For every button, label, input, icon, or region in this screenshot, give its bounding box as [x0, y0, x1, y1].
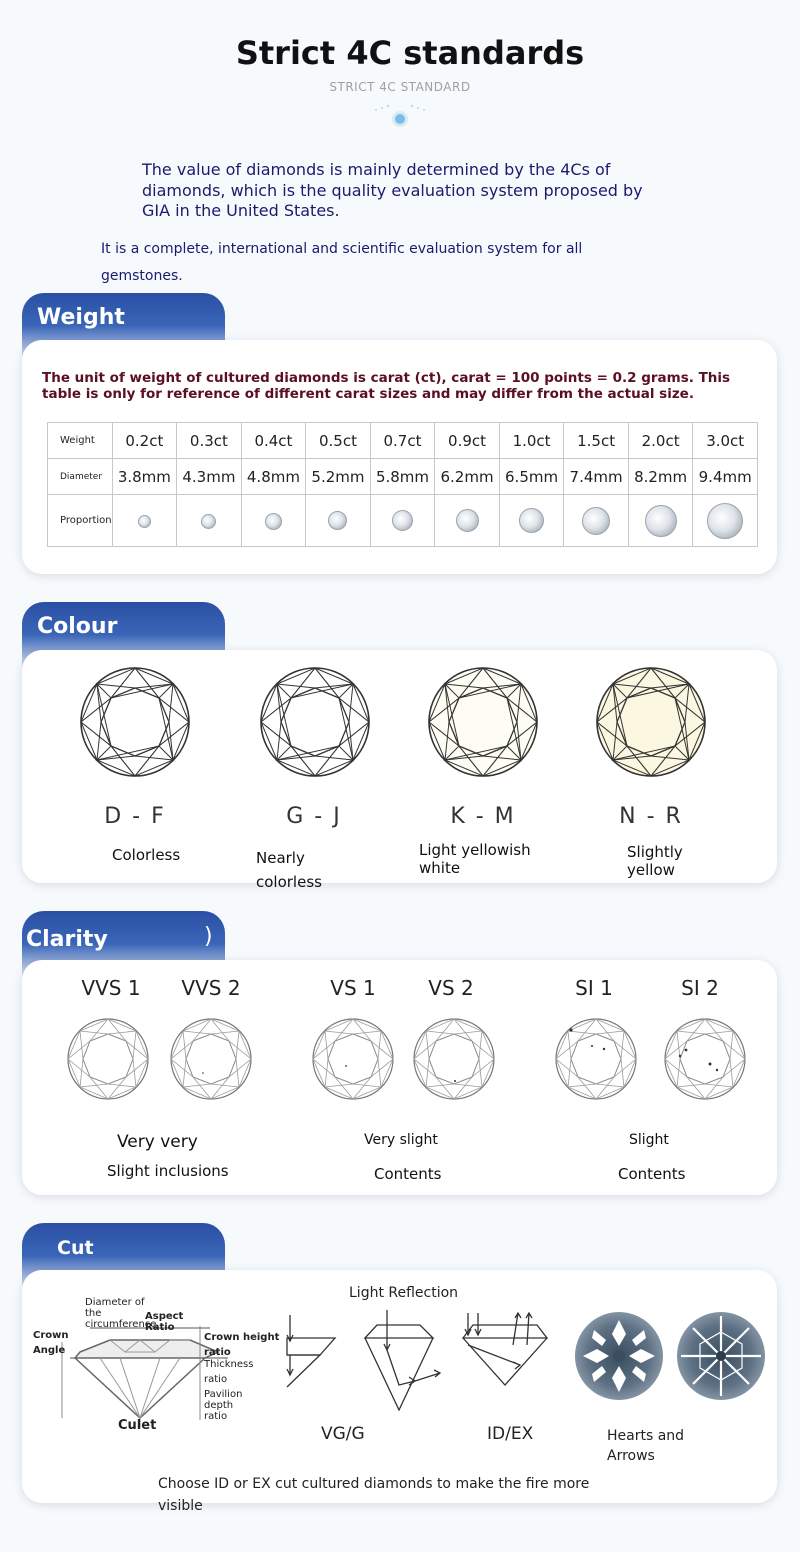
diamond-km-icon — [429, 668, 537, 776]
colour-grade-km: K - M — [450, 804, 516, 829]
carat-cell: 0.2ct — [112, 423, 177, 459]
label-idex: ID/EX — [487, 1424, 534, 1444]
clarity-si-line2: Contents — [618, 1165, 686, 1183]
clarity-grade-si1: SI 1 — [575, 976, 613, 1000]
carat-cell: 1.0ct — [499, 423, 564, 459]
row-header-weight: Weight — [48, 423, 113, 459]
colour-tab-label: Colour — [37, 614, 118, 639]
colour-desc-nr: Slightly yellow — [627, 843, 683, 879]
clarity-vs-line2: Contents — [374, 1165, 442, 1183]
label-thickness: Thickness ratio — [204, 1359, 254, 1385]
hearts-view-icon — [575, 1312, 663, 1400]
diamond-size-icon — [456, 509, 479, 532]
diameter-cell: 5.2mm — [306, 459, 371, 495]
label-crown-angle: Crown Angle — [33, 1330, 69, 1356]
diameter-row — [48, 459, 758, 495]
diamond-gj-icon — [261, 668, 369, 776]
cut-footer-note: Choose ID or EX cut cultured diamonds to make the fire more visible — [158, 1476, 590, 1514]
hearts-arrows-diagrams — [572, 1310, 768, 1404]
colour-desc-gj: Nearly colorless — [256, 849, 322, 891]
page-subtitle: STRICT 4C STANDARD — [329, 80, 471, 94]
page-title: Strict 4C standards — [235, 34, 585, 72]
clarity-vs1-icon — [313, 1019, 393, 1099]
diamond-size-icon — [392, 510, 413, 531]
carat-cell: 0.4ct — [241, 423, 306, 459]
diameter-cell: 3.8mm — [112, 459, 177, 495]
diamond-size-icon — [645, 505, 677, 537]
ideal-cut-icon — [365, 1310, 440, 1410]
diameter-cell: 6.5mm — [499, 459, 564, 495]
label-crown-height: Crown height ratio — [204, 1332, 280, 1358]
colour-diamonds — [0, 655, 800, 795]
clarity-tab-extra: ) — [204, 924, 213, 949]
diamond-size-icon — [328, 511, 347, 530]
diamond-size-icon — [707, 503, 743, 539]
weight-tab-label: Weight — [37, 305, 125, 330]
weight-row — [48, 423, 758, 459]
clarity-grade-si2: SI 2 — [681, 976, 719, 1000]
colour-grade-nr: N - R — [619, 804, 683, 829]
carat-cell: 1.5ct — [564, 423, 629, 459]
intro-paragraph-1: The value of diamonds is mainly determined by the 4Cs of diamonds, which is the quality evaluation system proposed by GIA in the United States. — [142, 160, 643, 220]
clarity-tab-label: Clarity — [26, 927, 108, 952]
proportion-row — [48, 495, 758, 547]
diamond-size-icon — [582, 507, 610, 535]
diamond-size-icon — [519, 508, 544, 533]
diamond-size-icon — [265, 513, 282, 530]
clarity-grade-vvs1: VVS 1 — [81, 976, 141, 1000]
label-hearts-arrows: Hearts and Arrows — [607, 1428, 685, 1464]
colour-desc-df: Colorless — [112, 846, 181, 864]
shallow-cut-icon — [287, 1315, 335, 1387]
light-reflection-diagrams — [275, 1305, 565, 1420]
diameter-cell: 8.2mm — [628, 459, 693, 495]
clarity-vs-line1: Very slight — [364, 1132, 438, 1148]
row-header-diameter: Diameter — [48, 459, 113, 495]
carat-cell: 0.5ct — [306, 423, 371, 459]
clarity-si2-icon — [665, 1019, 745, 1099]
diamond-df-icon — [81, 668, 189, 776]
weight-table — [47, 422, 758, 547]
diameter-cell: 7.4mm — [564, 459, 629, 495]
cut-tab-label: Cut — [57, 1237, 94, 1259]
diameter-cell: 6.2mm — [435, 459, 500, 495]
label-culet: Culet — [118, 1418, 157, 1433]
arrows-view-icon — [677, 1312, 765, 1400]
carat-cell: 3.0ct — [693, 423, 758, 459]
intro-paragraph-2: It is a complete, international and scientific evaluation system for all gemstones. — [101, 241, 583, 284]
clarity-diamonds — [0, 1010, 800, 1110]
clarity-si1-icon — [556, 1019, 636, 1099]
clarity-vs2-icon — [414, 1019, 494, 1099]
colour-desc-km: Light yellowish white — [419, 841, 531, 877]
clarity-vvs-line2: Slight inclusions — [107, 1162, 229, 1180]
clarity-vvs-line1: Very very — [117, 1132, 198, 1152]
clarity-si-line1: Slight — [629, 1132, 669, 1148]
diamond-nr-icon — [597, 668, 705, 776]
clarity-vvs2-icon — [171, 1019, 251, 1099]
carat-cell: 0.7ct — [370, 423, 435, 459]
diameter-cell: 5.8mm — [370, 459, 435, 495]
weight-note: The unit of weight of cultured diamonds is carat (ct), carat = 100 points = 0.2 grams. This table is only for reference of different carat sizes and may differ from the actual size. — [42, 370, 731, 402]
diamond-size-icon — [201, 514, 216, 529]
colour-grade-gj: G - J — [286, 804, 342, 829]
diameter-cell: 4.3mm — [177, 459, 242, 495]
deep-cut-icon — [463, 1313, 547, 1385]
row-header-proportion: Proportion — [48, 495, 113, 547]
diameter-cell: 4.8mm — [241, 459, 306, 495]
diameter-cell: 9.4mm — [693, 459, 758, 495]
colour-grade-df: D - F — [104, 804, 166, 829]
clarity-grade-vs2: VS 2 — [428, 976, 474, 1000]
carat-cell: 0.9ct — [435, 423, 500, 459]
clarity-grade-vvs2: VVS 2 — [181, 976, 241, 1000]
clarity-grade-vs1: VS 1 — [330, 976, 376, 1000]
light-reflection-title: Light Reflection — [349, 1285, 459, 1301]
label-aspect: Aspect Ratio — [145, 1311, 184, 1333]
label-vg: VG/G — [321, 1424, 365, 1444]
diamond-size-icon — [138, 515, 151, 528]
carat-cell: 0.3ct — [177, 423, 242, 459]
carat-cell: 2.0ct — [628, 423, 693, 459]
label-diameter: Diameter of the circumference — [85, 1297, 157, 1330]
label-pavilion: Pavilion depth ratio — [204, 1389, 243, 1422]
clarity-vvs1-icon — [68, 1019, 148, 1099]
divider-ornament-icon — [370, 100, 430, 132]
